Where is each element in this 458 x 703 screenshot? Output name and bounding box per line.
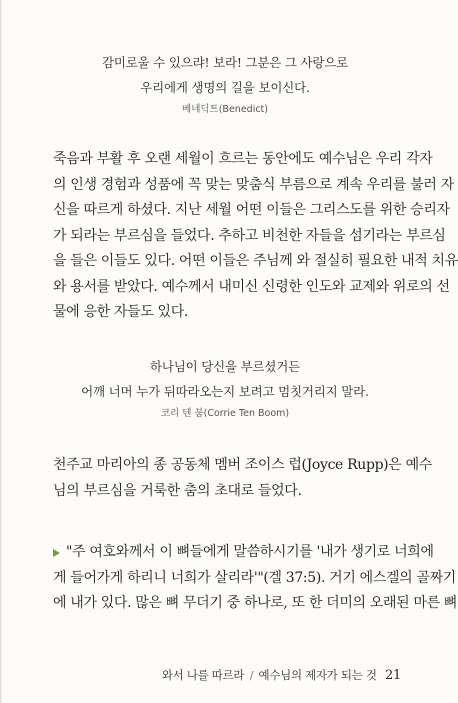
text-line: 죽음과 부활 후 오랜 세월이 흐르는 동안에도 예수님은 우리 각자 bbox=[53, 151, 433, 167]
text-line: 천주교 마리아의 종 공동체 멤버 조이스 럽(Joyce Rupp)은 예수 bbox=[53, 457, 432, 473]
quote-line: 어깨 너머 누가 뒤따라오는지 보려고 멈칫거리지 말라. bbox=[81, 384, 369, 399]
quote-attribution: 베네딕트(Benedict) bbox=[182, 104, 268, 115]
text-line: 가 되라는 부르심을 들었다. 추하고 비천한 자들을 섬기라는 부르심 bbox=[53, 227, 446, 244]
text-line: 물에 응한 자들도 있다. bbox=[53, 304, 188, 320]
text-line: "주 여호와께서 이 뼈들에게 말씀하시기를 '내가 생기로 너희에 bbox=[66, 544, 434, 560]
text-line: 게 들어가게 하리니 너희가 살리라'"(겔 37:5). 거기 에스겔의 골짜기 bbox=[53, 569, 456, 586]
text-line: 을 들은 이들도 있다. 어떤 이들은 주님께 와 절실히 필요한 내적 치유 bbox=[53, 253, 458, 269]
body-paragraph-2 bbox=[53, 453, 432, 504]
footer-separator: / bbox=[249, 668, 254, 682]
quote-line: 우리에게 생명의 길을 보이신다. bbox=[140, 80, 310, 95]
body-paragraph-3-first bbox=[66, 540, 434, 566]
body-paragraph-1 bbox=[53, 147, 458, 326]
text-line: 의 인생 경험과 성품에 꼭 맞는 맞춤식 부름으로 계속 우리를 불러 자 bbox=[53, 176, 454, 193]
body-paragraph-3 bbox=[53, 566, 458, 617]
quote-line: 감미로울 수 있으랴! 보라! 그분은 그 사랑으로 bbox=[101, 55, 349, 70]
text-line: 에 내가 있다. 많은 뼈 무더기 중 하나로, 또 한 더미의 오래된 마른 뼈 bbox=[53, 595, 458, 611]
page-footer bbox=[162, 667, 401, 683]
quote-line: 하나님이 당신을 부르셨거든 bbox=[149, 359, 301, 374]
text-line: 님의 부르심을 거룩한 춤의 초대로 들었다. bbox=[53, 482, 302, 499]
text-line: 와 용서를 받았다. 예수께서 내미신 신령한 인도와 교제와 위로의 선 bbox=[53, 278, 450, 295]
book-title: 와서 나를 따르라 bbox=[161, 668, 245, 682]
text-line: 신을 따르게 하셨다. 지난 세월 어떤 이들은 그리스도를 위한 승리자 bbox=[53, 202, 450, 218]
page-number: 21 bbox=[385, 668, 401, 683]
quote-attribution: 코리 텐 붐(Corrie Ten Boom) bbox=[160, 408, 290, 419]
triangle-bullet-icon bbox=[53, 549, 60, 557]
chapter-title: 예수님의 제자가 되는 것 bbox=[258, 668, 377, 682]
